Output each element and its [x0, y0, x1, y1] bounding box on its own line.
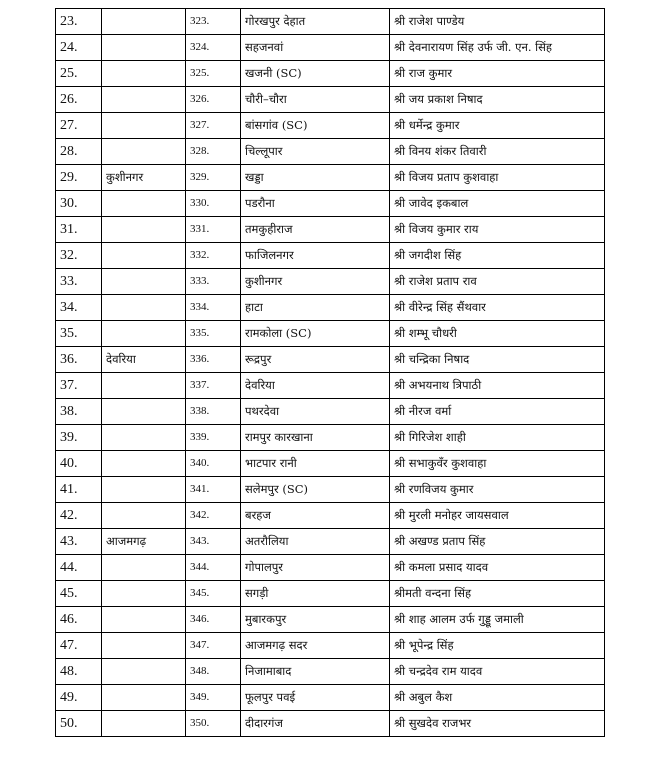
- member-name-cell: श्री अखण्ड प्रताप सिंह: [390, 529, 605, 555]
- district-cell: [102, 9, 186, 35]
- constituency-name-cell: सगड़ी: [241, 581, 390, 607]
- table-row: [56, 633, 605, 659]
- serial-number-cell: 41.: [56, 477, 102, 503]
- constituency-number-cell: 346.: [186, 607, 241, 633]
- constituency-name-cell: खजनी (SC): [241, 61, 390, 87]
- district-cell: [102, 243, 186, 269]
- member-name-cell: श्री अभयनाथ त्रिपाठी: [390, 373, 605, 399]
- member-name-cell: श्रीमती वन्दना सिंह: [390, 581, 605, 607]
- serial-number-cell: 25.: [56, 61, 102, 87]
- district-cell: [102, 659, 186, 685]
- member-name-cell: श्री शाह आलम उर्फ गुड्डू जमाली: [390, 607, 605, 633]
- constituency-number-cell: 342.: [186, 503, 241, 529]
- constituency-name-cell: कुशीनगर: [241, 269, 390, 295]
- district-cell: [102, 581, 186, 607]
- member-name-cell: श्री जावेद इकबाल: [390, 191, 605, 217]
- serial-number-cell: 37.: [56, 373, 102, 399]
- table-row: [56, 711, 605, 737]
- member-name-cell: श्री जय प्रकाश निषाद: [390, 87, 605, 113]
- constituency-name-cell: बरहज: [241, 503, 390, 529]
- member-name-cell: श्री जगदीश सिंह: [390, 243, 605, 269]
- constituency-name-cell: बांसगांव (SC): [241, 113, 390, 139]
- serial-number-cell: 24.: [56, 35, 102, 61]
- serial-number-cell: 30.: [56, 191, 102, 217]
- constituency-name-cell: निजामाबाद: [241, 659, 390, 685]
- constituency-number-cell: 336.: [186, 347, 241, 373]
- constituency-number-cell: 328.: [186, 139, 241, 165]
- serial-number-cell: 43.: [56, 529, 102, 555]
- candidate-table: [55, 8, 605, 737]
- constituency-number-cell: 331.: [186, 217, 241, 243]
- district-cell: [102, 295, 186, 321]
- table-row: [56, 555, 605, 581]
- constituency-number-cell: 343.: [186, 529, 241, 555]
- serial-number-cell: 23.: [56, 9, 102, 35]
- table-row: [56, 9, 605, 35]
- district-cell: [102, 477, 186, 503]
- table-row: [56, 321, 605, 347]
- constituency-name-cell: हाटा: [241, 295, 390, 321]
- constituency-number-cell: 349.: [186, 685, 241, 711]
- constituency-number-cell: 341.: [186, 477, 241, 503]
- table-row: [56, 191, 605, 217]
- table-row: [56, 607, 605, 633]
- constituency-name-cell: गोपालपुर: [241, 555, 390, 581]
- table-row: [56, 503, 605, 529]
- district-cell: [102, 555, 186, 581]
- constituency-number-cell: 333.: [186, 269, 241, 295]
- constituency-name-cell: पडरौना: [241, 191, 390, 217]
- constituency-name-cell: फूलपुर पवई: [241, 685, 390, 711]
- table-row: [56, 399, 605, 425]
- serial-number-cell: 49.: [56, 685, 102, 711]
- district-cell: [102, 217, 186, 243]
- table-row: [56, 87, 605, 113]
- table-row: [56, 165, 605, 191]
- serial-number-cell: 46.: [56, 607, 102, 633]
- serial-number-cell: 34.: [56, 295, 102, 321]
- constituency-name-cell: देवरिया: [241, 373, 390, 399]
- district-cell: [102, 113, 186, 139]
- constituency-name-cell: रामपुर कारखाना: [241, 425, 390, 451]
- serial-number-cell: 29.: [56, 165, 102, 191]
- constituency-number-cell: 335.: [186, 321, 241, 347]
- district-cell: [102, 399, 186, 425]
- serial-number-cell: 28.: [56, 139, 102, 165]
- constituency-number-cell: 329.: [186, 165, 241, 191]
- member-name-cell: श्री राजेश प्रताप राव: [390, 269, 605, 295]
- constituency-name-cell: रामकोला (SC): [241, 321, 390, 347]
- member-name-cell: श्री कमला प्रसाद यादव: [390, 555, 605, 581]
- district-cell: [102, 191, 186, 217]
- constituency-name-cell: अतरौलिया: [241, 529, 390, 555]
- member-name-cell: श्री विजय कुमार राय: [390, 217, 605, 243]
- table-row: [56, 295, 605, 321]
- member-name-cell: श्री नीरज वर्मा: [390, 399, 605, 425]
- constituency-number-cell: 330.: [186, 191, 241, 217]
- table-row: [56, 217, 605, 243]
- constituency-number-cell: 334.: [186, 295, 241, 321]
- table-row: [56, 61, 605, 87]
- serial-number-cell: 33.: [56, 269, 102, 295]
- district-cell: देवरिया: [102, 347, 186, 373]
- serial-number-cell: 44.: [56, 555, 102, 581]
- member-name-cell: श्री देवनारायण सिंह उर्फ जी. एन. सिंह: [390, 35, 605, 61]
- district-cell: [102, 425, 186, 451]
- district-cell: [102, 685, 186, 711]
- table-row: [56, 139, 605, 165]
- constituency-number-cell: 323.: [186, 9, 241, 35]
- serial-number-cell: 40.: [56, 451, 102, 477]
- member-name-cell: श्री सभाकुवँर कुशवाहा: [390, 451, 605, 477]
- table-row: [56, 35, 605, 61]
- constituency-name-cell: चिल्लूपार: [241, 139, 390, 165]
- constituency-name-cell: पथरदेवा: [241, 399, 390, 425]
- member-name-cell: श्री भूपेन्द्र सिंह: [390, 633, 605, 659]
- member-name-cell: श्री गिरिजेश शाही: [390, 425, 605, 451]
- table-row: [56, 529, 605, 555]
- table-row: [56, 581, 605, 607]
- constituency-number-cell: 338.: [186, 399, 241, 425]
- constituency-number-cell: 348.: [186, 659, 241, 685]
- member-name-cell: श्री चन्द्रदेव राम यादव: [390, 659, 605, 685]
- district-cell: कुशीनगर: [102, 165, 186, 191]
- constituency-name-cell: भाटपार रानी: [241, 451, 390, 477]
- constituency-name-cell: सलेमपुर (SC): [241, 477, 390, 503]
- table-row: [56, 685, 605, 711]
- serial-number-cell: 47.: [56, 633, 102, 659]
- serial-number-cell: 48.: [56, 659, 102, 685]
- district-cell: [102, 633, 186, 659]
- constituency-name-cell: तमकुहीराज: [241, 217, 390, 243]
- table-row: [56, 425, 605, 451]
- member-name-cell: श्री विनय शंकर तिवारी: [390, 139, 605, 165]
- member-name-cell: श्री चन्द्रिका निषाद: [390, 347, 605, 373]
- district-cell: [102, 503, 186, 529]
- constituency-name-cell: चौरी–चौरा: [241, 87, 390, 113]
- serial-number-cell: 35.: [56, 321, 102, 347]
- table-row: [56, 373, 605, 399]
- table-row: [56, 347, 605, 373]
- member-name-cell: श्री वीरेन्द्र सिंह सैंथवार: [390, 295, 605, 321]
- serial-number-cell: 42.: [56, 503, 102, 529]
- district-cell: [102, 269, 186, 295]
- serial-number-cell: 31.: [56, 217, 102, 243]
- constituency-number-cell: 345.: [186, 581, 241, 607]
- member-name-cell: श्री विजय प्रताप कुशवाहा: [390, 165, 605, 191]
- constituency-number-cell: 337.: [186, 373, 241, 399]
- table-row: [56, 113, 605, 139]
- constituency-name-cell: रूद्रपुर: [241, 347, 390, 373]
- member-name-cell: श्री रणविजय कुमार: [390, 477, 605, 503]
- constituency-name-cell: आजमगढ़ सदर: [241, 633, 390, 659]
- constituency-name-cell: सहजनवां: [241, 35, 390, 61]
- constituency-name-cell: गोरखपुर देहात: [241, 9, 390, 35]
- district-cell: [102, 607, 186, 633]
- serial-number-cell: 32.: [56, 243, 102, 269]
- constituency-number-cell: 325.: [186, 61, 241, 87]
- serial-number-cell: 27.: [56, 113, 102, 139]
- constituency-number-cell: 324.: [186, 35, 241, 61]
- constituency-number-cell: 326.: [186, 87, 241, 113]
- member-name-cell: श्री राज कुमार: [390, 61, 605, 87]
- district-cell: [102, 321, 186, 347]
- constituency-number-cell: 340.: [186, 451, 241, 477]
- constituency-number-cell: 347.: [186, 633, 241, 659]
- district-cell: [102, 35, 186, 61]
- table-row: [56, 243, 605, 269]
- member-name-cell: श्री सुखदेव राजभर: [390, 711, 605, 737]
- candidate-table-body: [56, 9, 605, 737]
- member-name-cell: श्री शम्भू चौधरी: [390, 321, 605, 347]
- constituency-name-cell: फाजिलनगर: [241, 243, 390, 269]
- member-name-cell: श्री धर्मेन्द्र कुमार: [390, 113, 605, 139]
- serial-number-cell: 50.: [56, 711, 102, 737]
- member-name-cell: श्री अबुल कैश: [390, 685, 605, 711]
- serial-number-cell: 45.: [56, 581, 102, 607]
- serial-number-cell: 26.: [56, 87, 102, 113]
- table-row: [56, 269, 605, 295]
- district-cell: [102, 711, 186, 737]
- serial-number-cell: 38.: [56, 399, 102, 425]
- constituency-name-cell: मुबारकपुर: [241, 607, 390, 633]
- constituency-number-cell: 339.: [186, 425, 241, 451]
- table-row: [56, 451, 605, 477]
- table-row: [56, 659, 605, 685]
- district-cell: [102, 87, 186, 113]
- district-cell: आजमगढ़: [102, 529, 186, 555]
- member-name-cell: श्री राजेश पाण्डेय: [390, 9, 605, 35]
- member-name-cell: श्री मुरली मनोहर जायसवाल: [390, 503, 605, 529]
- serial-number-cell: 39.: [56, 425, 102, 451]
- constituency-number-cell: 350.: [186, 711, 241, 737]
- district-cell: [102, 451, 186, 477]
- constituency-number-cell: 332.: [186, 243, 241, 269]
- district-cell: [102, 139, 186, 165]
- serial-number-cell: 36.: [56, 347, 102, 373]
- constituency-number-cell: 327.: [186, 113, 241, 139]
- district-cell: [102, 61, 186, 87]
- table-row: [56, 477, 605, 503]
- constituency-name-cell: खड्डा: [241, 165, 390, 191]
- constituency-number-cell: 344.: [186, 555, 241, 581]
- district-cell: [102, 373, 186, 399]
- constituency-name-cell: दीदारगंज: [241, 711, 390, 737]
